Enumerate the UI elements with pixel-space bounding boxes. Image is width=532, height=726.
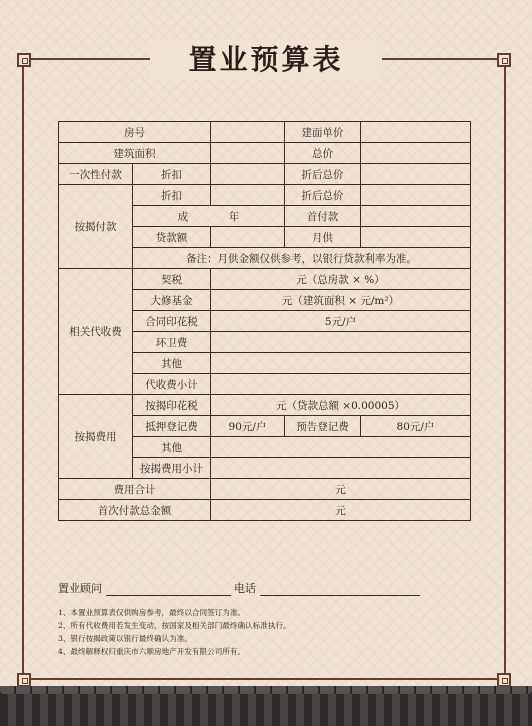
down-payment-field[interactable]: [361, 206, 471, 227]
table-row: [59, 185, 471, 206]
loan-amount-label: 贷款额: [133, 227, 211, 248]
mortgage-note: 备注：月供金额仅供参考，以银行贷款利率为准。: [133, 248, 471, 269]
contract-stamp-tax-field[interactable]: 5元/户: [211, 311, 471, 332]
pre-registration-label: 预告登记费: [285, 416, 361, 437]
table-row: [59, 143, 471, 164]
title-container: [150, 40, 382, 80]
first-payment-total-field[interactable]: 元: [211, 500, 471, 521]
mortgage-discount-field[interactable]: [211, 185, 285, 206]
pledge-registration-label: 抵押登记费: [133, 416, 211, 437]
maintenance-fund-label: 大修基金: [133, 290, 211, 311]
sanitation-fee-label: 环卫费: [133, 332, 211, 353]
footnote-item: 4、最终解释权归重庆市六顺房地产开发有限公司所有。: [58, 647, 246, 656]
mortgage-subtotal-field[interactable]: [211, 458, 471, 479]
frame-corner-ornament: [497, 673, 511, 687]
deed-tax-label: 契税: [133, 269, 211, 290]
mortgage-other-field[interactable]: [211, 437, 471, 458]
total-price-label: 总价: [285, 143, 361, 164]
table-row: [59, 500, 471, 521]
table-row: [59, 269, 471, 290]
consultant-field[interactable]: [106, 585, 231, 596]
budget-table: [58, 121, 471, 521]
roof-tiles-pattern: [0, 690, 532, 726]
monthly-payment-field[interactable]: [361, 227, 471, 248]
discounted-total-label: 折后总价: [285, 164, 361, 185]
agency-other-field[interactable]: [211, 353, 471, 374]
building-area-field[interactable]: [211, 143, 285, 164]
loan-term-unit: 年: [228, 210, 240, 223]
roof-eave: [0, 686, 532, 694]
agency-subtotal-field[interactable]: [211, 374, 471, 395]
mortgage-discounted-total-field[interactable]: [361, 185, 471, 206]
phone-label: 电话: [234, 582, 256, 595]
table-row: [59, 122, 471, 143]
agency-other-label: 其他: [133, 353, 211, 374]
table-row: [59, 479, 471, 500]
footnote-item: 3、银行按揭政策以银行最终确认为准。: [58, 634, 192, 643]
loan-ratio-term-field[interactable]: [133, 206, 285, 227]
footnote-item: 2、所有代收费用若发生变动，按国家及相关部门最终确认标准执行。: [58, 621, 291, 630]
first-payment-total-label: 首次付款总金额: [59, 500, 211, 521]
table-row: [59, 395, 471, 416]
mortgage-label: 按揭付款: [59, 185, 133, 269]
footnote-item: 1、本置业预算表仅供购房参考，最终以合同签订为准。: [58, 608, 246, 617]
loan-ratio-unit: 成: [177, 210, 189, 223]
unit-price-label: 建面单价: [285, 122, 361, 143]
mortgage-stamp-tax-field[interactable]: 元（贷款总额 ×0.00005）: [211, 395, 471, 416]
mortgage-subtotal-label: 按揭费用小计: [133, 458, 211, 479]
building-area-label: 建筑面积: [59, 143, 211, 164]
mortgage-stamp-tax-label: 按揭印花税: [133, 395, 211, 416]
frame-corner-ornament: [17, 53, 31, 67]
room-number-label: 房号: [59, 122, 211, 143]
monthly-payment-label: 月供: [285, 227, 361, 248]
down-payment-label: 首付款: [285, 206, 361, 227]
mortgage-other-label: 其他: [133, 437, 211, 458]
discount-label: 折扣: [133, 164, 211, 185]
consultant-label: 置业顾问: [58, 582, 102, 595]
frame-corner-ornament: [497, 53, 511, 67]
loan-amount-field[interactable]: [211, 227, 285, 248]
footnotes: [58, 606, 478, 658]
deed-tax-field[interactable]: 元（总房款 × %）: [211, 269, 471, 290]
mortgage-discounted-total-label: 折后总价: [285, 185, 361, 206]
phone-field[interactable]: [260, 585, 420, 596]
frame-corner-ornament: [17, 673, 31, 687]
room-number-field[interactable]: [211, 122, 285, 143]
maintenance-fund-field[interactable]: 元（建筑面积 × 元/m²）: [211, 290, 471, 311]
contract-stamp-tax-label: 合同印花税: [133, 311, 211, 332]
page-title: 置业预算表: [188, 43, 344, 76]
mortgage-discount-label: 折扣: [133, 185, 211, 206]
mortgage-fees-label: 按揭费用: [59, 395, 133, 479]
total-price-field[interactable]: [361, 143, 471, 164]
total-fees-label: 费用合计: [59, 479, 211, 500]
discounted-total-field[interactable]: [361, 164, 471, 185]
table-row: [59, 164, 471, 185]
unit-price-field[interactable]: [361, 122, 471, 143]
pre-registration-field[interactable]: 80元/户: [361, 416, 471, 437]
discount-field[interactable]: [211, 164, 285, 185]
agency-subtotal-label: 代收费小计: [133, 374, 211, 395]
full-payment-label: 一次性付款: [59, 164, 133, 185]
signature-line: [58, 580, 478, 596]
pledge-registration-field[interactable]: 90元/户: [211, 416, 285, 437]
sanitation-fee-field[interactable]: [211, 332, 471, 353]
total-fees-field[interactable]: 元: [211, 479, 471, 500]
agency-fees-label: 相关代收费: [59, 269, 133, 395]
